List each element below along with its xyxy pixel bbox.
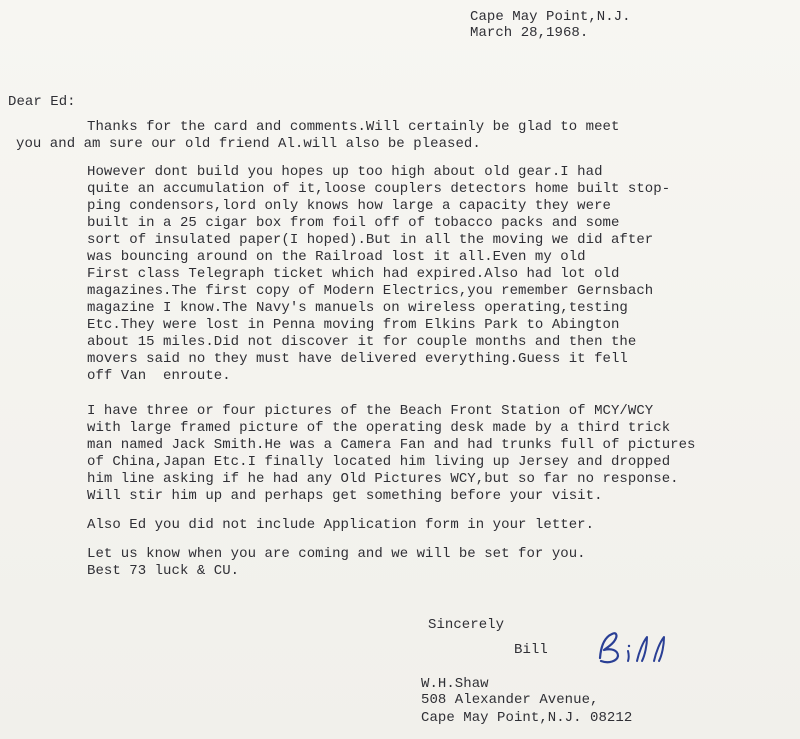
paragraph-3-line-1: I have three or four pictures of the Beach Front Station of MCY/WCY <box>87 403 654 419</box>
sender-name: W.H.Shaw <box>421 676 489 692</box>
paragraph-2-line-1: However dont build you hopes up too high about old gear.I had <box>87 164 603 180</box>
paragraph-3-line-4: of China,Japan Etc.I finally located him living up Jersey and dropped <box>87 454 671 470</box>
sender-city: Cape May Point,N.J. 08212 <box>421 710 633 726</box>
handwritten-signature <box>590 630 690 670</box>
paragraph-2-line-4: built in a 25 cigar box from foil off of tobacco packs and some <box>87 215 620 231</box>
paragraph-2-line-11: about 15 miles.Did not discover it for couple months and then the <box>87 334 637 350</box>
paragraph-4-line-1: Also Ed you did not include Application form in your letter. <box>87 517 595 533</box>
paragraph-2-line-2: quite an accumulation of it,loose couplers detectors home built stop- <box>87 181 671 197</box>
paragraph-2-line-3: ping condensors,lord only knows how large a capacity they were <box>87 198 611 214</box>
paragraph-2-line-9: magazine I know.The Navy's manuels on wireless operating,testing <box>87 300 628 316</box>
date-line: March 28,1968. <box>470 25 589 41</box>
paragraph-2-line-10: Etc.They were lost in Penna moving from Elkins Park to Abington <box>87 317 620 333</box>
location-line: Cape May Point,N.J. <box>470 9 631 25</box>
paragraph-2-line-7: First class Telegraph ticket which had expired.Also had lot old <box>87 266 620 282</box>
paragraph-3-line-5: him line asking if he had any Old Pictures WCY,but so far no response. <box>87 471 679 487</box>
closing-name: Bill <box>514 642 548 658</box>
paragraph-5-line-1: Let us know when you are coming and we will be set for you. <box>87 546 586 562</box>
paragraph-2-line-8: magazines.The first copy of Modern Electrics,you remember Gernsbach <box>87 283 654 299</box>
paragraph-3-line-3: man named Jack Smith.He was a Camera Fan and had trunks full of pictures <box>87 437 696 453</box>
paragraph-2-line-13: off Van enroute. <box>87 368 231 384</box>
paragraph-2-line-5: sort of insulated paper(I hoped).But in all the moving we did after <box>87 232 654 248</box>
paragraph-1-line-1: Thanks for the card and comments.Will certainly be glad to meet <box>87 119 620 135</box>
paragraph-1-line-2: you and am sure our old friend Al.will also be pleased. <box>16 136 481 152</box>
salutation: Dear Ed: <box>8 94 76 110</box>
sender-street: 508 Alexander Avenue, <box>421 692 599 708</box>
paragraph-2-line-12: movers said no they must have delivered everything.Guess it fell <box>87 351 628 367</box>
paragraph-3-line-2: with large framed picture of the operating desk made by a third trick <box>87 420 671 436</box>
paragraph-3-line-6: Will stir him up and perhaps get something before your visit. <box>87 488 603 504</box>
paragraph-5-line-2: Best 73 luck & CU. <box>87 563 240 579</box>
closing-sincerely: Sincerely <box>428 617 505 633</box>
paragraph-2-line-6: was bouncing around on the Railroad lost it all.Even my old <box>87 249 586 265</box>
